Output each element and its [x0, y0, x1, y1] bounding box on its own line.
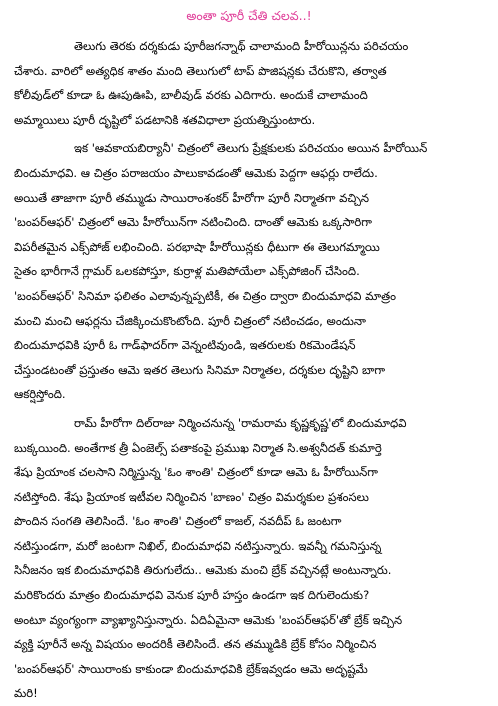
paragraph-line: అంటూ వ్యంగ్యంగా వ్యాఖ్యానిస్తున్నారు. ఏదిఏమైనా ఆమెకు 'బంపర్ఆఫర్'తో బ్రేక్ ఇచ్చిన [14, 612, 403, 627]
paragraph-line: తెలుగు తెరకు దర్శకుడు పూరీజగన్నాథ్ చాలామంది హీరోయిన్లను పరిచయం [74, 39, 409, 53]
paragraph-line: సైతం భారీగానే గ్లామర్ ఒలకపోస్తూ, కుర్రాళ్ల మతిపోయేలా ఎక్స్‌పోజింగ్ చేసింది. [14, 264, 360, 279]
paragraph-line: బుక్కయింది. అంతేగాక త్రీ ఏంజెల్స్ పతాకంపై ప్రముఖ నిర్మాత సి.అశ్వనీదత్ కుమార్తె [14, 440, 382, 455]
paragraph-3 [14, 411, 484, 706]
paragraph-line: నటిస్తుండగా, మరో జంటగా నిఖిల్, బిందుమాధవి నటిస్తున్నారు. ఇవన్నీ గమనిస్తున్న [14, 538, 382, 553]
paragraph-line: సినీజనం ఇక బిందుమాధవికి తిరుగులేదు.. ఆమెకు మంచి బ్రేక్ వచ్చినట్లే అంటున్నారు. [14, 563, 392, 578]
paragraph-line: బిందుమాధవికి పూరీ ఓ గాడ్‌ఫాదర్‌గా వెన్నంటివుండి, ఇతరులకు రికమెండేషన్ [14, 338, 356, 353]
article-title: అంతా పూరీ చేతి చలవ..! [186, 8, 312, 23]
paragraph-line: అయితే తాజాగా పూరీ తమ్ముడు సాయిరాంశంకర్ హీరోగా పూరీ నిర్మాతగా వచ్చిన [14, 190, 370, 205]
paragraph-line: మంచి మంచి ఆఫర్లను చేజిక్కించుకొంటోంది. పూరీ చిత్రంలో నటించడం, అందునా [14, 313, 366, 328]
paragraph-line: బిందుమాధవి. ఆ చిత్రం పరాజయం పాలుకావడంతో ఆమెకు పెద్దగా ఆఫర్లు రాలేదు. [14, 165, 378, 180]
paragraph-line: వ్యక్తి పూరీనే అన్న విషయం అందరికీ తెలిసిందే. తన తమ్ముడికి బ్రేక్ కోసం నిర్మించిన [14, 637, 377, 652]
paragraph-line: 'బంపర్ఆఫర్' చిత్రంలో ఆమె హీరోయిన్‌గా నటించింది. దాంతో ఆమెకు ఒక్కసారిగా [14, 215, 372, 230]
paragraph-2 [14, 136, 484, 407]
paragraph-line: ఇక 'ఆవకాయబిర్యానీ' చిత్రంలో తెలుగు ప్రేక్షకులకు పరిచయం అయిన హీరోయిన్ [74, 141, 428, 156]
paragraph-line: పొందిన సంగతి తెలిసిందే. 'ఓం శాంతి' చిత్రంలో కాజల్, నవదీప్ ఓ జంటగా [14, 514, 342, 529]
paragraph-line: నటిస్తోంది. శేషు ప్రియాంక ఇటీవల నిర్మించిన 'బాణం' చిత్రం విమర్శకుల ప్రశంసలు [14, 489, 369, 504]
paragraph-line: కోలీవుడ్‌లో కూడా ఓ ఊపుఊపి, బాలీవుడ్ వరకు ఎదిగారు. అందుకే చాలామంది [14, 88, 368, 103]
paragraph-line: ఆకర్షిస్తోంది. [14, 387, 66, 402]
paragraph-line: విపరీతమైన ఎక్స్‌పోజ్ లభించింది. పరభాషా హీరోయిన్లకు ధీటుగా ఈ తెలుగమ్మాయి [14, 239, 380, 254]
paragraph-line: మరికొందరు మాత్రం బిందుమాధవి వెనుక పూరీ హస్తం ఉండగా ఇక దిగులెందుకు? [14, 588, 370, 603]
paragraph-line: 'బంపర్ఆఫర్' సినిమా ఫలితం ఎలావున్నప్పటికీ, ఈ చిత్రం ద్వారా బిందుమాధవి మాత్రం [14, 288, 396, 303]
paragraph-line: చేస్తుండటంతో ప్రస్తుతం ఆమె ఇతర తెలుగు సినిమా నిర్మాతల, దర్శకుల దృష్టిని బాగా [14, 362, 386, 377]
paragraph-line: చేశారు. వారిలో అత్యధిక శాతం మంది తెలుగులో టాప్ పొజిషన్లకు చేరుకొని, తర్వాత [14, 63, 387, 78]
paragraph-1 [14, 34, 484, 132]
paragraph-line: మరి! [14, 686, 38, 701]
paragraph-line: రామ్ హీరోగా దిల్‌రాజు నిర్మించనున్న 'రామరామ కృష్ణకృష్ణ'లో బిందుమాధవి [74, 415, 407, 430]
paragraph-line: 'బంపర్ఆఫర్' సాయిరాంకు కాకుండా బిందుమాధవికి బ్రేక్ఇవ్వడం ఆమె అదృష్టమే [14, 661, 368, 676]
paragraph-line: అమ్మాయిలు పూరీ దృష్టిలో పడటానికి శతవిధాలా ప్రయత్నిస్తుంటారు. [14, 112, 316, 127]
paragraph-line: శేషు ప్రియాంక చలసాని నిర్మిస్తున్న 'ఓం శాంతి' చిత్రంలో కూడా ఆమె ఓ హీరోయిన్‌గా [14, 465, 378, 480]
